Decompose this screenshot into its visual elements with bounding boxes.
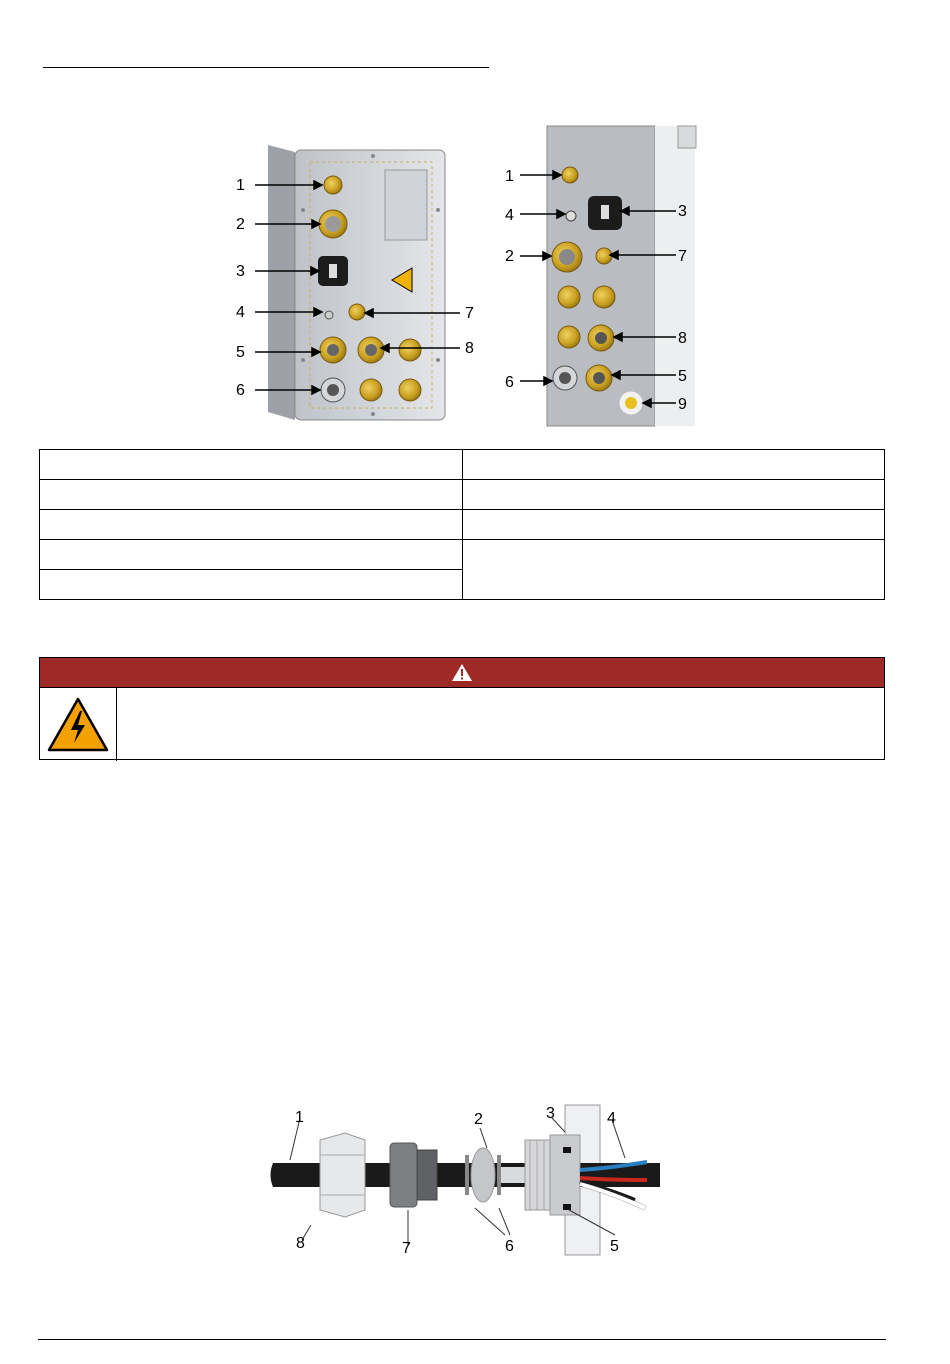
- callout-3: 3: [678, 203, 687, 220]
- table-cell: [40, 480, 463, 510]
- table-row: [40, 540, 885, 570]
- callout-4: 4: [505, 207, 514, 224]
- callout-3: 3: [236, 263, 245, 280]
- table-row: [40, 450, 885, 480]
- callout-7: 7: [402, 1240, 411, 1257]
- callout-4: 4: [607, 1110, 616, 1127]
- callout-5: 5: [236, 344, 245, 361]
- header-rule: [43, 67, 489, 68]
- table-cell: [462, 450, 885, 480]
- callout-2: 2: [236, 216, 245, 233]
- callout-9: 9: [678, 396, 687, 413]
- electrical-hazard-icon: [47, 697, 109, 752]
- callout-5: 5: [678, 368, 687, 385]
- callout-5: 5: [610, 1238, 619, 1255]
- callout-4: 4: [236, 304, 245, 321]
- table-cell: [40, 540, 463, 570]
- callout-8: 8: [678, 330, 687, 347]
- callout-8: 8: [465, 340, 474, 357]
- callout-6: 6: [236, 382, 245, 399]
- callout-6: 6: [505, 374, 514, 391]
- table-cell: [40, 510, 463, 540]
- side-panel-figure: [500, 120, 710, 430]
- danger-text: [117, 688, 884, 761]
- table-cell: [462, 480, 885, 510]
- callout-1: 1: [236, 177, 245, 194]
- footer-rule: [38, 1339, 886, 1340]
- table-row: [40, 480, 885, 510]
- legend-table: [39, 449, 885, 597]
- front-panel-figure: [230, 140, 480, 425]
- callout-7: 7: [465, 305, 474, 322]
- callout-1: 1: [295, 1109, 304, 1126]
- table-row: [40, 510, 885, 540]
- callout-7: 7: [678, 248, 687, 265]
- callout-1: 1: [505, 168, 514, 185]
- warning-triangle-icon: [451, 663, 473, 682]
- danger-header: [40, 658, 884, 688]
- callout-6: 6: [505, 1238, 514, 1255]
- danger-notice: [39, 657, 885, 760]
- table-cell: [40, 450, 463, 480]
- callout-2: 2: [505, 248, 514, 265]
- table-cell: [462, 540, 885, 600]
- callout-3: 3: [546, 1105, 555, 1122]
- danger-icon-cell: [40, 688, 117, 761]
- callout-8: 8: [296, 1235, 305, 1252]
- table-cell: [462, 510, 885, 540]
- callout-2: 2: [474, 1111, 483, 1128]
- cable-gland-figure: [265, 1100, 665, 1260]
- table-cell: [40, 570, 463, 600]
